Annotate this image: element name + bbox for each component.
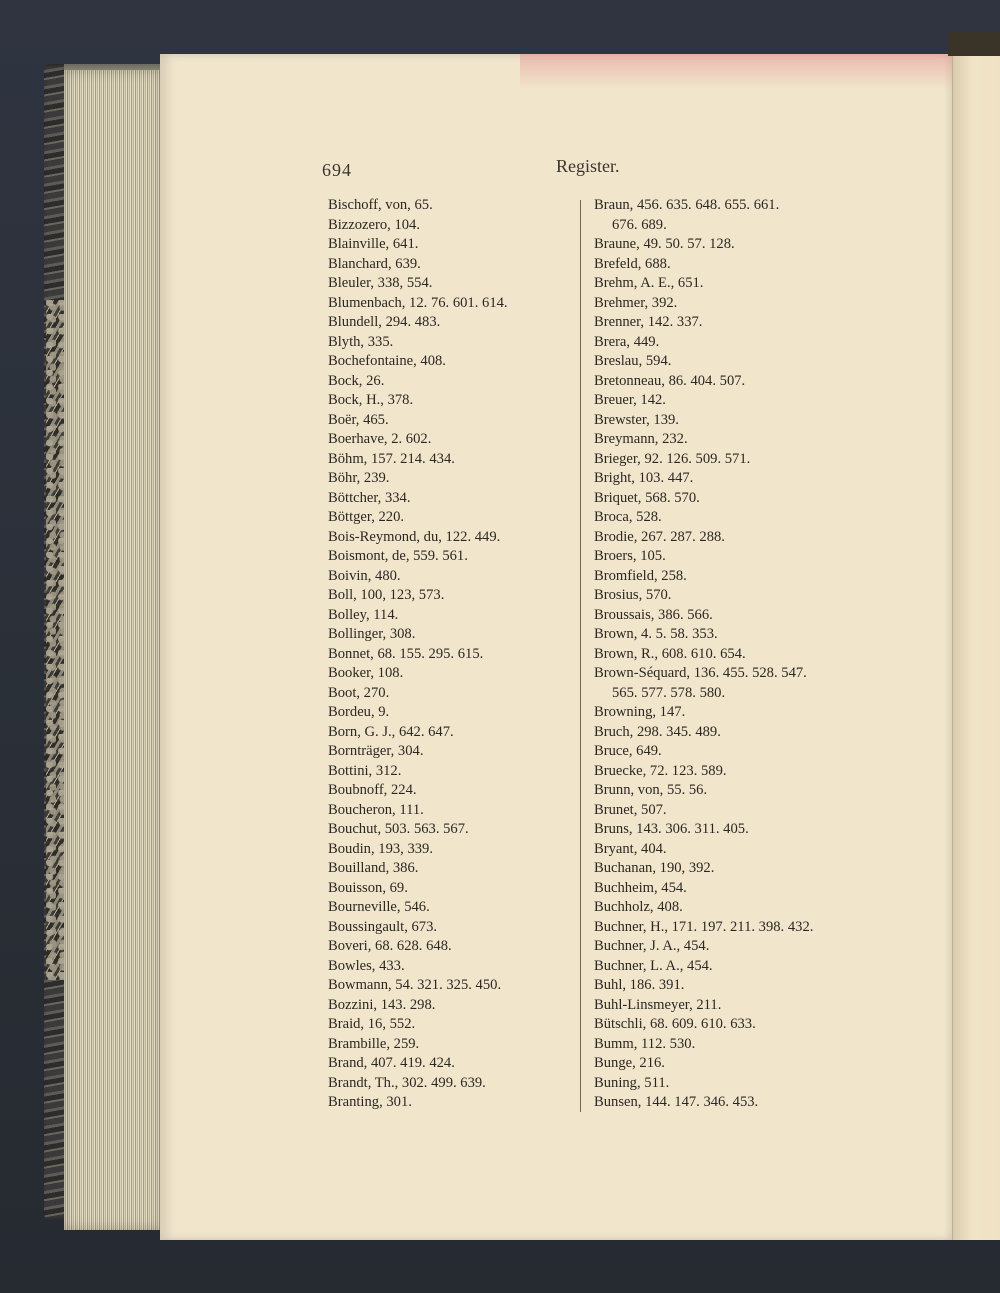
index-entry: Bright, 103. 447. [594, 470, 694, 486]
index-entry: Bowles, 433. [328, 957, 405, 974]
index-entry: Bizzozero, 104. [328, 216, 420, 233]
index-entry: Brewster, 139. [594, 411, 679, 428]
index-entry: Bozzini, 143. 298. [328, 996, 436, 1013]
index-entry: Brunn, von, 55. 56. [594, 782, 708, 798]
index-entry: Brefeld, 688. [594, 255, 671, 272]
index-entry: Booker, 108. [328, 665, 404, 681]
index-entry: Brieger, 92. 126. 509. 571. [594, 450, 751, 467]
index-entry: Bruch, 298. 345. 489. [594, 723, 721, 740]
index-entry: Boussingault, 673. [328, 918, 438, 935]
index-entry: Buhl-Linsmeyer, 211. [594, 996, 722, 1013]
index-entry: Buchner, J. A., 454. [594, 938, 710, 954]
index-entry: Boucheron, 111. [328, 801, 424, 818]
index-entry: Bumm, 112. 530. [594, 1035, 696, 1052]
index-entry: Bottini, 312. [328, 762, 402, 779]
index-entry: Bischoff, von, 65. [328, 197, 433, 213]
index-entry: Bretonneau, 86. 404. 507. [594, 372, 746, 389]
index-entry: Bordeu, 9. [328, 704, 390, 720]
index-entry: Brehmer, 392. [594, 294, 678, 311]
index-entry: Brosius, 570. [594, 587, 672, 603]
page-number: 694 [322, 160, 352, 180]
index-entry: Breuer, 142. [594, 392, 666, 408]
index-entry: Braun, 456. 635. 648. 655. 661. [594, 197, 780, 213]
index-entry: Boveri, 68. 628. 648. [328, 938, 452, 954]
index-entry: Broers, 105. [594, 548, 666, 564]
index-entry: Brown, 4. 5. 58. 353. [594, 626, 718, 642]
index-entry: Buhl, 186. 391. [594, 977, 685, 993]
index-entry: Bunsen, 144. 147. 346. 453. [594, 1094, 759, 1110]
index-column-left [328, 196, 508, 1113]
page-top-stain [520, 54, 1000, 90]
index-entry: Briquet, 568. 570. [594, 489, 700, 506]
index-entry: Bouisson, 69. [328, 879, 408, 896]
index-entry: Bochefontaine, 408. [328, 353, 446, 369]
index-entry: Bock, H., 378. [328, 392, 414, 408]
index-entry: Bruecke, 72. 123. 589. [594, 762, 727, 779]
index-entry: Braid, 16, 552. [328, 1016, 416, 1032]
index-entry: Browning, 147. [594, 704, 686, 720]
index-entry: Boot, 270. [328, 684, 390, 701]
index-entry: Bornträger, 304. [328, 743, 424, 759]
index-entry: Blumenbach, 12. 76. 601. 614. [328, 294, 508, 311]
index-entry: Bouilland, 386. [328, 860, 419, 876]
index-entry: 565. 577. 578. 580. [612, 684, 726, 701]
index-entry: Brera, 449. [594, 333, 660, 350]
page-block-edges [64, 70, 162, 1230]
index-entry: Blanchard, 639. [328, 255, 421, 272]
index-entry: Bollinger, 308. [328, 626, 416, 642]
index-entry: Bryant, 404. [594, 840, 667, 857]
index-entry: Boivin, 480. [328, 567, 401, 584]
index-entry: Brand, 407. 419. 424. [328, 1055, 455, 1071]
index-entry: Brambille, 259. [328, 1035, 420, 1052]
index-entry: Blainville, 641. [328, 236, 419, 252]
index-entry: Bolley, 114. [328, 606, 399, 623]
index-entry: Bonnet, 68. 155. 295. 615. [328, 645, 484, 662]
index-entry: Buning, 511. [594, 1074, 670, 1091]
index-entry: Buchner, H., 171. 197. 211. 398. 432. [594, 918, 814, 935]
index-entry: Brehm, A. E., 651. [594, 275, 704, 291]
index-entry: Brown, R., 608. 610. 654. [594, 645, 746, 662]
index-column-right [594, 196, 813, 1113]
index-entry: Boismont, de, 559. 561. [328, 548, 468, 564]
index-entry: Buchner, L. A., 454. [594, 957, 713, 974]
index-entry: Bunge, 216. [594, 1055, 665, 1071]
index-entry: Boudin, 193, 339. [328, 840, 433, 857]
index-entry: Bleuler, 338, 554. [328, 275, 433, 291]
index-entry: Bock, 26. [328, 372, 385, 389]
index-entry: 676. 689. [612, 216, 667, 233]
index-entry: Blyth, 335. [328, 333, 394, 350]
running-head: Register. [556, 156, 620, 176]
index-entry: Breymann, 232. [594, 431, 688, 447]
index-entry: Böttger, 220. [328, 509, 405, 525]
index-entry: Böhr, 239. [328, 470, 390, 486]
index-entry: Böttcher, 334. [328, 489, 411, 506]
index-entry: Boubnoff, 224. [328, 782, 417, 798]
index-entry: Boër, 465. [328, 411, 389, 428]
page-clip [948, 32, 1000, 56]
index-entry: Bruns, 143. 306. 311. 405. [594, 821, 749, 837]
index-entry: Brown-Séquard, 136. 455. 528. 547. [594, 665, 807, 681]
index-entry: Boerhave, 2. 602. [328, 431, 432, 447]
index-entry: Branting, 301. [328, 1094, 412, 1110]
index-entry: Bütschli, 68. 609. 610. 633. [594, 1016, 756, 1032]
index-entry: Brunet, 507. [594, 801, 667, 818]
index-entry: Buchheim, 454. [594, 879, 687, 896]
index-entry: Boll, 100, 123, 573. [328, 587, 445, 603]
index-entry: Brodie, 267. 287. 288. [594, 528, 725, 545]
book-page [160, 54, 952, 1240]
index-entry: Braune, 49. 50. 57. 128. [594, 236, 735, 252]
index-entry: Bruce, 649. [594, 743, 662, 759]
index-entry: Buchholz, 408. [594, 899, 683, 915]
index-entry: Brenner, 142. 337. [594, 314, 703, 330]
column-divider [580, 200, 581, 1112]
index-entry: Blundell, 294. 483. [328, 314, 441, 330]
index-entry: Born, G. J., 642. 647. [328, 723, 454, 740]
index-entry: Bourneville, 546. [328, 899, 430, 915]
index-entry: Böhm, 157. 214. 434. [328, 450, 455, 467]
index-entry: Buchanan, 190, 392. [594, 860, 715, 876]
facing-page-edge [952, 52, 1000, 1240]
index-entry: Broussais, 386. 566. [594, 606, 713, 623]
index-entry: Broca, 528. [594, 509, 662, 525]
index-entry: Bowmann, 54. 321. 325. 450. [328, 977, 502, 993]
index-entry: Bromfield, 258. [594, 567, 687, 584]
index-entry: Bois-Reymond, du, 122. 449. [328, 528, 501, 545]
index-entry: Bouchut, 503. 563. 567. [328, 821, 469, 837]
index-entry: Brandt, Th., 302. 499. 639. [328, 1074, 486, 1091]
index-entry: Breslau, 594. [594, 353, 672, 369]
